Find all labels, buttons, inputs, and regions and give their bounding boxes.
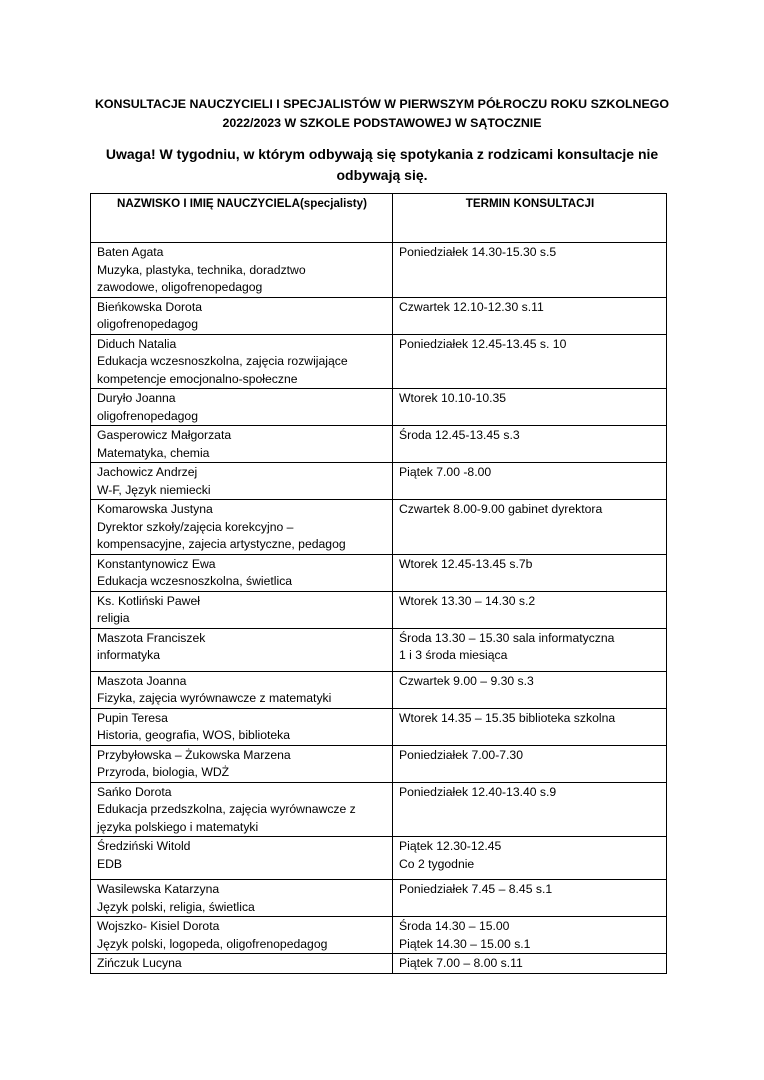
- term-line: Czwartek 8.00-9.00 gabinet dyrektora: [399, 502, 603, 516]
- note-line-2: odbywają się.: [336, 167, 428, 183]
- table-row: [91, 500, 667, 555]
- term-line: Wtorek 13.30 – 14.30 s.2: [399, 593, 536, 608]
- table-row: [91, 243, 667, 298]
- teacher-line: Diduch Natalia: [97, 336, 177, 351]
- teacher-line: Bieńkowska Dorota: [97, 299, 202, 314]
- term-line: Wtorek 10.10-10.35: [399, 391, 507, 405]
- teacher-line: Sańko Dorota: [97, 784, 172, 799]
- table-row: [91, 745, 667, 782]
- teacher-cell: [91, 745, 393, 782]
- teacher-line: Język polski, religia, świetlica: [97, 899, 255, 914]
- term-line: Czwartek 12.10-12.30 s.11: [399, 299, 544, 314]
- teacher-cell: [91, 463, 393, 500]
- table-row: [91, 837, 667, 880]
- teacher-cell: [91, 954, 393, 974]
- term-cell: [393, 917, 667, 954]
- term-line: Poniedziałek 12.40-13.40 s.9: [399, 784, 557, 799]
- term-cell: [393, 591, 667, 628]
- table-row: [91, 708, 667, 745]
- teacher-line: Maszota Joanna: [97, 673, 187, 688]
- teacher-line: kompensacyjne, zajecia artystyczne, pedagog: [97, 537, 346, 551]
- teacher-line: Pupin Teresa: [97, 710, 168, 725]
- term-line: Co 2 tygodnie: [399, 856, 475, 871]
- teacher-line: Fizyka, zajęcia wyrównawcze z matematyki: [97, 691, 332, 705]
- teacher-line: informatyka: [97, 648, 160, 662]
- teacher-line: Ks. Kotliński Paweł: [97, 593, 200, 608]
- teacher-cell: [91, 591, 393, 628]
- teacher-cell: [91, 837, 393, 880]
- teacher-line: oligofrenopedagog: [97, 408, 198, 423]
- term-line: Wtorek 14.35 – 15.35 biblioteka szkolna: [399, 710, 616, 725]
- teacher-cell: [91, 554, 393, 591]
- note-line-1: Uwaga! W tygodniu, w którym odbywają się spotykania z rodzicami konsultacje nie: [105, 146, 659, 162]
- term-line: Piątek 12.30-12.45: [399, 839, 502, 853]
- table-row: [91, 426, 667, 463]
- table-row: [91, 554, 667, 591]
- teacher-line: Historia, geografia, WOS, biblioteka: [97, 728, 291, 742]
- teacher-line: Przybyłowska – Żukowska Marzena: [97, 747, 291, 762]
- title-line-2: 2022/2023 W SZKOLE PODSTAWOWEJ W SĄTOCZNIE: [222, 116, 542, 130]
- term-cell: [393, 463, 667, 500]
- teacher-cell: [91, 389, 393, 426]
- table-row: [91, 954, 667, 974]
- consultation-table: [90, 193, 667, 974]
- term-cell: [393, 671, 667, 708]
- term-line: Wtorek 12.45-13.45 s.7b: [399, 556, 533, 571]
- table-row: [91, 463, 667, 500]
- table-row: [91, 297, 667, 334]
- term-cell: [393, 954, 667, 974]
- teacher-line: oligofrenopedagog: [97, 317, 198, 331]
- header-teacher: NAZWISKO I IMIĘ NAUCZYCIELA(specjalisty): [91, 194, 393, 243]
- term-cell: [393, 500, 667, 555]
- teacher-line: Maszota Franciszek: [97, 630, 206, 645]
- term-line: Poniedziałek 7.45 – 8.45 s.1: [399, 882, 553, 896]
- teacher-cell: [91, 426, 393, 463]
- header-term: TERMIN KONSULTACJI: [393, 194, 667, 243]
- term-cell: [393, 880, 667, 917]
- term-line: Poniedziałek 14.30-15.30 s.5: [399, 245, 557, 259]
- term-cell: [393, 745, 667, 782]
- teacher-cell: [91, 708, 393, 745]
- teacher-line: Wojszko- Kisiel Dorota: [97, 919, 220, 933]
- teacher-line: zawodowe, oligofrenopedagog: [97, 280, 263, 294]
- teacher-line: Zińczuk Lucyna: [97, 956, 182, 970]
- teacher-line: Baten Agata: [97, 245, 164, 259]
- term-cell: [393, 837, 667, 880]
- table-row: [91, 591, 667, 628]
- teacher-line: Wasilewska Katarzyna: [97, 882, 220, 896]
- teacher-line: języka polskiego i matematyki: [97, 819, 259, 834]
- teacher-line: Średziński Witold: [97, 839, 191, 853]
- term-line: 1 i 3 środa miesiąca: [399, 648, 508, 662]
- teacher-line: Konstantynowicz Ewa: [97, 556, 216, 571]
- teacher-line: kompetencje emocjonalno-społeczne: [97, 371, 298, 386]
- term-cell: [393, 297, 667, 334]
- term-line: Środa 14.30 – 15.00: [399, 919, 510, 933]
- teacher-line: Edukacja przedszkolna, zajęcia wyrównawcze z: [97, 802, 356, 816]
- term-cell: [393, 426, 667, 463]
- table-row: [91, 880, 667, 917]
- teacher-line: Komarowska Justyna: [97, 502, 213, 516]
- teacher-line: Edukacja wczesnoszkolna, świetlica: [97, 574, 293, 588]
- table-header-row: [91, 194, 667, 243]
- teacher-line: Muzyka, plastyka, technika, doradztwo: [97, 262, 306, 277]
- term-cell: [393, 389, 667, 426]
- teacher-line: Dyrektor szkoły/zajęcia korekcyjno –: [97, 519, 294, 534]
- teacher-line: Duryło Joanna: [97, 391, 176, 405]
- teacher-line: Przyroda, biologia, WDŻ: [97, 765, 230, 779]
- table-row: [91, 628, 667, 671]
- teacher-cell: [91, 297, 393, 334]
- term-line: Środa 12.45-13.45 s.3: [399, 428, 520, 442]
- table-row: [91, 334, 667, 389]
- teacher-line: Język polski, logopeda, oligofrenopedagog: [97, 936, 328, 951]
- teacher-cell: [91, 500, 393, 555]
- teacher-line: EDB: [97, 856, 123, 871]
- teacher-line: Jachowicz Andrzej: [97, 465, 198, 479]
- teacher-cell: [91, 782, 393, 837]
- term-cell: [393, 628, 667, 671]
- teacher-cell: [91, 880, 393, 917]
- teacher-cell: [91, 243, 393, 298]
- term-line: Środa 13.30 – 15.30 sala informatyczna: [399, 630, 615, 645]
- document-note: [60, 144, 704, 186]
- table-row: [91, 671, 667, 708]
- teacher-cell: [91, 334, 393, 389]
- document-title: [60, 95, 704, 133]
- teacher-cell: [91, 628, 393, 671]
- teacher-line: Gasperowicz Małgorzata: [97, 428, 232, 442]
- table-row: [91, 389, 667, 426]
- teacher-line: Edukacja wczesnoszkolna, zajęcia rozwijające: [97, 354, 348, 368]
- term-cell: [393, 708, 667, 745]
- title-line-1: KONSULTACJE NAUCZYCIELI I SPECJALISTÓW W PIERWSZYM PÓŁROCZU ROKU SZKOLNEGO: [94, 97, 670, 111]
- table-row: [91, 917, 667, 954]
- term-line: Czwartek 9.00 – 9.30 s.3: [399, 673, 534, 688]
- teacher-cell: [91, 671, 393, 708]
- table-row: [91, 782, 667, 837]
- teacher-line: Matematyka, chemia: [97, 445, 210, 460]
- table-body: [91, 243, 667, 974]
- term-cell: [393, 334, 667, 389]
- teacher-line: W-F, Język niemiecki: [97, 482, 211, 497]
- term-line: Poniedziałek 7.00-7.30: [399, 747, 523, 762]
- term-line: Piątek 14.30 – 15.00 s.1: [399, 936, 531, 951]
- term-line: Piątek 7.00 – 8.00 s.11: [399, 956, 523, 970]
- term-line: Piątek 7.00 -8.00: [399, 465, 492, 479]
- teacher-cell: [91, 917, 393, 954]
- term-cell: [393, 243, 667, 298]
- term-cell: [393, 554, 667, 591]
- teacher-line: religia: [97, 611, 130, 625]
- term-line: Poniedziałek 12.45-13.45 s. 10: [399, 336, 567, 351]
- term-cell: [393, 782, 667, 837]
